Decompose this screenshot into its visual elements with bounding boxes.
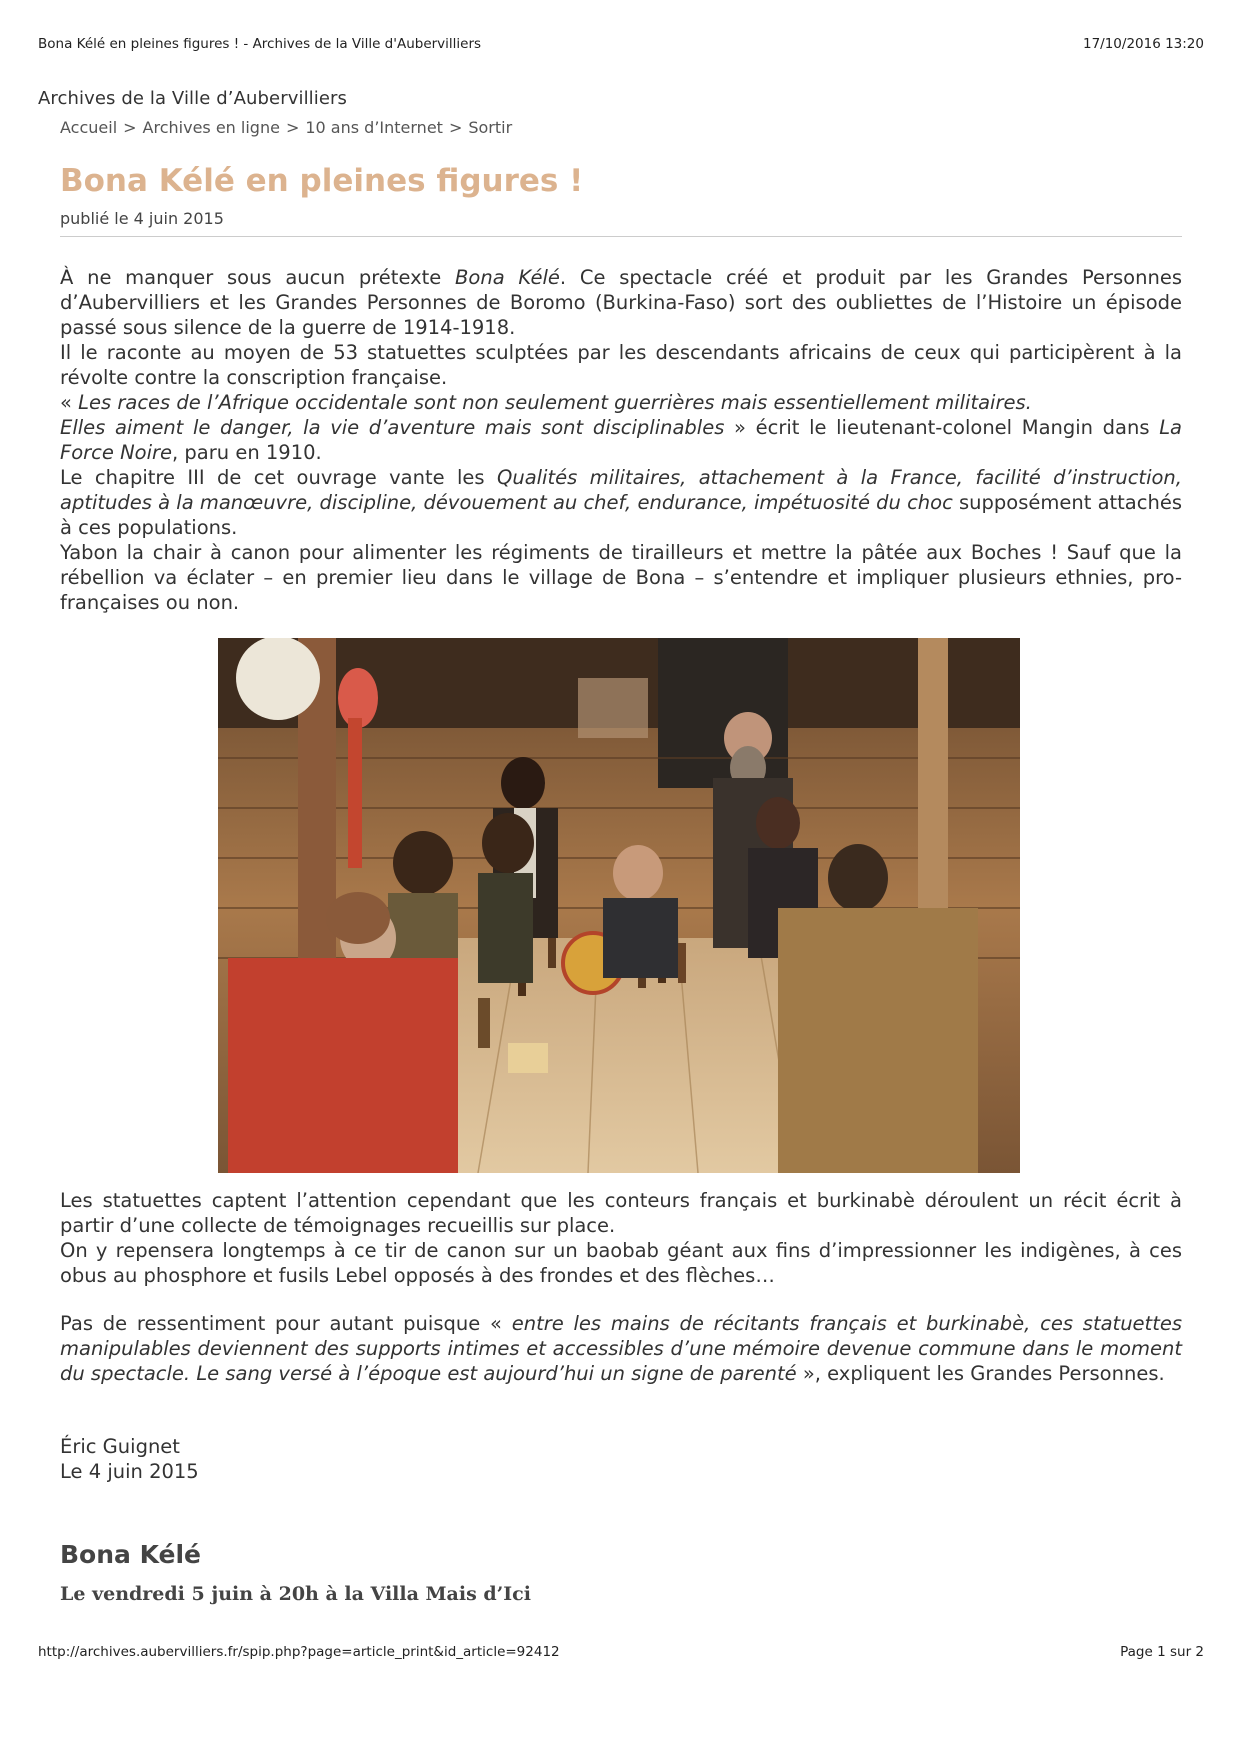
paragraph-statuettes: Il le raconte au moyen de 53 statuettes sculptées par les descendants africains de ceux qui participèrent à la révolte contre la conscription française. [60, 341, 1182, 389]
paragraph-yabon: Yabon la chair à canon pour alimenter les régiments de tirailleurs et mettre la pâtée aux Boches ! Sauf que la rébellion va éclater – en premier lieu dans le village de Bona – s’entendre et impliquer plusieurs ethnies, pro-françaises ou non. [60, 541, 1182, 614]
event-title: Bona Kélé [60, 1540, 202, 1569]
breadcrumb-separator: > [123, 118, 137, 137]
breadcrumb-separator: > [285, 118, 300, 137]
article-body-quote [60, 1311, 1182, 1386]
breadcrumb-separator: > [448, 118, 463, 137]
breadcrumb [60, 118, 512, 137]
paragraph-intro: À ne manquer sous aucun prétexte Bona Kélé. Ce spectacle créé et produit par les Grandes Personnes d’Aubervilliers et les Grandes Personnes de Boromo (Burkina-Faso) sort des oubliettes de l’Histoire un épisode passé sous silence de la guerre de 1914-1918. [60, 266, 1182, 339]
breadcrumb-item-10-ans[interactable]: 10 ans d’Internet [305, 118, 443, 137]
print-header-title: Bona Kélé en pleines figures ! - Archives de la Ville d'Aubervilliers [38, 36, 482, 52]
print-footer-url: http://archives.aubervilliers.fr/spip.php?page=article_print&id_article=92412 [38, 1644, 560, 1660]
article-photo [218, 638, 1020, 1173]
print-header [38, 36, 1204, 54]
article-title: Bona Kélé en pleines figures ! [60, 163, 584, 199]
title-divider [60, 236, 1182, 237]
author-date: Le 4 juin 2015 [60, 1460, 199, 1483]
print-footer [38, 1644, 1204, 1662]
article-signature [60, 1434, 1182, 1484]
paragraph-chapitre: Le chapitre III de cet ouvrage vante les Qualités militaires, attachement à la France, facilité d’instruction, aptitudes à la manœuvre, discipline, dévouement au chef, endurance, impétuosité du choc supposément attachés à ces populations. [60, 466, 1182, 539]
article-body-intro [60, 265, 1182, 615]
author-name: Éric Guignet [60, 1435, 180, 1458]
breadcrumb-item-sortir[interactable]: Sortir [468, 118, 513, 137]
breadcrumb-item-accueil[interactable]: Accueil [60, 118, 118, 137]
article-body-middle [60, 1188, 1182, 1288]
print-header-datetime: 17/10/2016 13:20 [1082, 36, 1204, 52]
paragraph-baobab: On y repensera longtemps à ce tir de canon sur un baobab géant aux fins d’impressionner les indigènes, à ces obus au phosphore et fusils Lebel opposés à des frondes et des flèches… [60, 1239, 1182, 1287]
site-name[interactable]: Archives de la Ville d’Aubervilliers [38, 88, 348, 109]
breadcrumb-item-archives-en-ligne[interactable]: Archives en ligne [142, 118, 280, 137]
print-footer-page: Page 1 sur 2 [1120, 1644, 1204, 1660]
paragraph-conteurs: Les statuettes captent l’attention cependant que les conteurs français et burkinabè déroulent un récit écrit à partir d’une collecte de témoignages recueillis sur place. [60, 1189, 1182, 1237]
publication-date: publié le 4 juin 2015 [60, 209, 224, 228]
event-date: Le vendredi 5 juin à 20h à la Villa Mais d’Ici [60, 1583, 531, 1605]
paragraph-ressentiment: Pas de ressentiment pour autant puisque « entre les mains de récitants français et burkinabè, ces statuettes manipulables deviennent des supports intimes et accessibles d’une mémoire devenue commune dans le moment du spectacle. Le sang versé à l’époque est aujourd’hui un signe de parenté », expliquent les Grandes Personnes. [60, 1312, 1182, 1385]
paragraph-quote-mangin: « Les races de l’Afrique occidentale sont non seulement guerrières mais essentiellement militaires. Elles aiment le danger, la vie d’aventure mais sont disciplinables » écrit le lieutenant-colonel Mangin dans La Force Noire, paru en 1910. [60, 391, 1183, 464]
